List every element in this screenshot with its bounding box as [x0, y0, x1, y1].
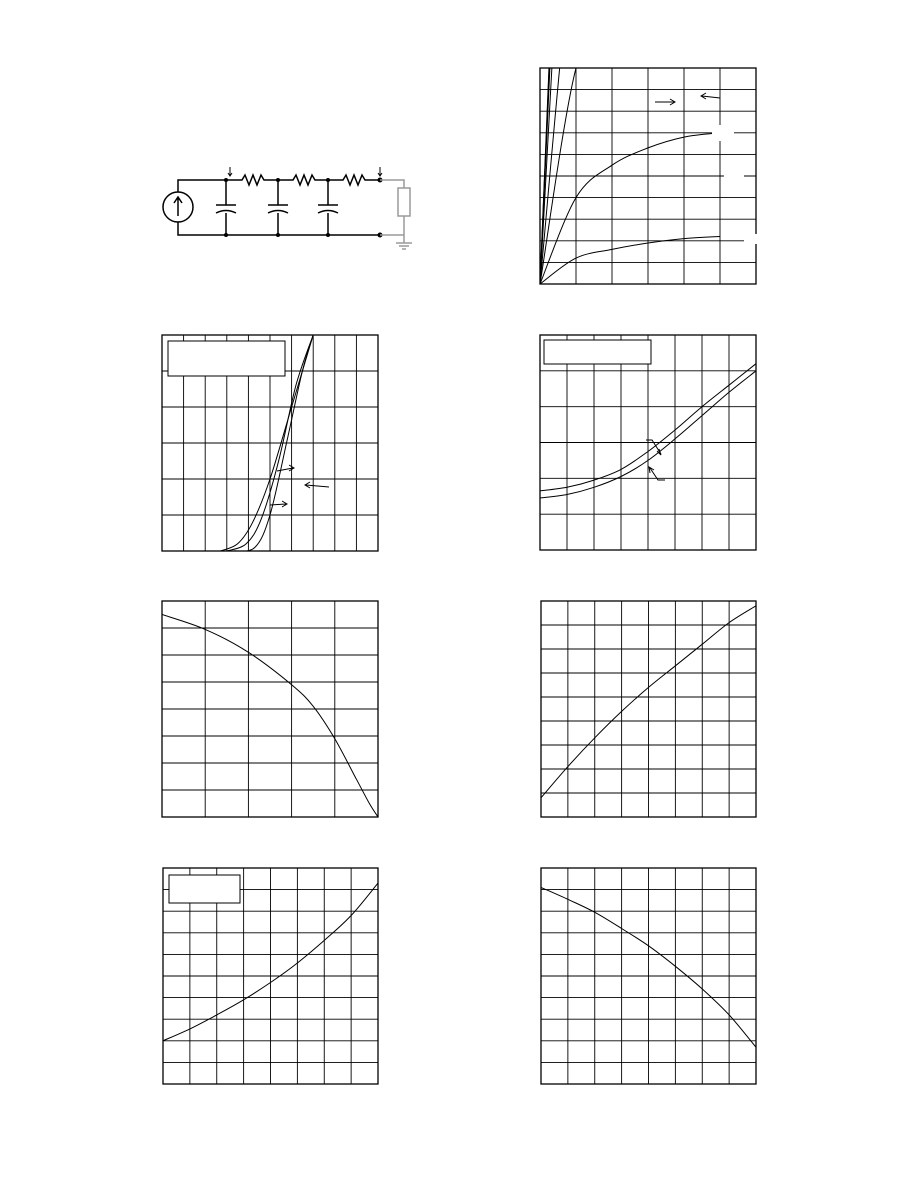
- pointer-arrow-icon: [701, 93, 720, 99]
- pointer-arrow-icon: [305, 482, 329, 488]
- grid-lines: [540, 335, 756, 550]
- pointer-arrow-icon: [277, 465, 294, 471]
- node-marker-right-icon: [378, 167, 382, 176]
- series-line-7: [540, 133, 720, 284]
- grid-lines: [541, 868, 756, 1084]
- series-line-8: [540, 237, 720, 285]
- series-line-5: [540, 0, 720, 284]
- series-line-1: [162, 615, 378, 818]
- capacitor-2-icon: [268, 205, 288, 213]
- series-line-2: [540, 0, 720, 284]
- grid-lines: [162, 601, 378, 817]
- resistor-3-icon: [328, 175, 380, 185]
- legend-box: [544, 340, 651, 364]
- series-line-1: [540, 0, 720, 284]
- resistor-2-icon: [278, 175, 328, 185]
- chart-annotations: [168, 93, 762, 903]
- legend-box: [168, 341, 285, 376]
- chart-derating-curve: [162, 601, 378, 817]
- grid-lines: [541, 601, 756, 817]
- series-line-3: [540, 0, 720, 284]
- capacitor-1-icon: [216, 205, 236, 213]
- chart-output-characteristics: [540, 0, 756, 284]
- chart-on-resistance: [540, 335, 756, 550]
- resistor-1-icon: [236, 175, 278, 185]
- series-line-6: [540, 0, 720, 284]
- node-marker-left-icon: [228, 167, 232, 176]
- circuit-diagram: [163, 167, 412, 249]
- legend-box: [169, 875, 240, 903]
- grid-lines: [540, 68, 756, 284]
- chart-falling-curve: [541, 868, 756, 1084]
- series-line-4: [540, 0, 720, 284]
- ground-icon: [396, 243, 412, 249]
- load-resistor-icon: [398, 188, 410, 216]
- capacitor-3-icon: [318, 205, 338, 213]
- chart-rising-curve-1: [541, 601, 756, 817]
- pointer-arrow-icon: [655, 99, 675, 105]
